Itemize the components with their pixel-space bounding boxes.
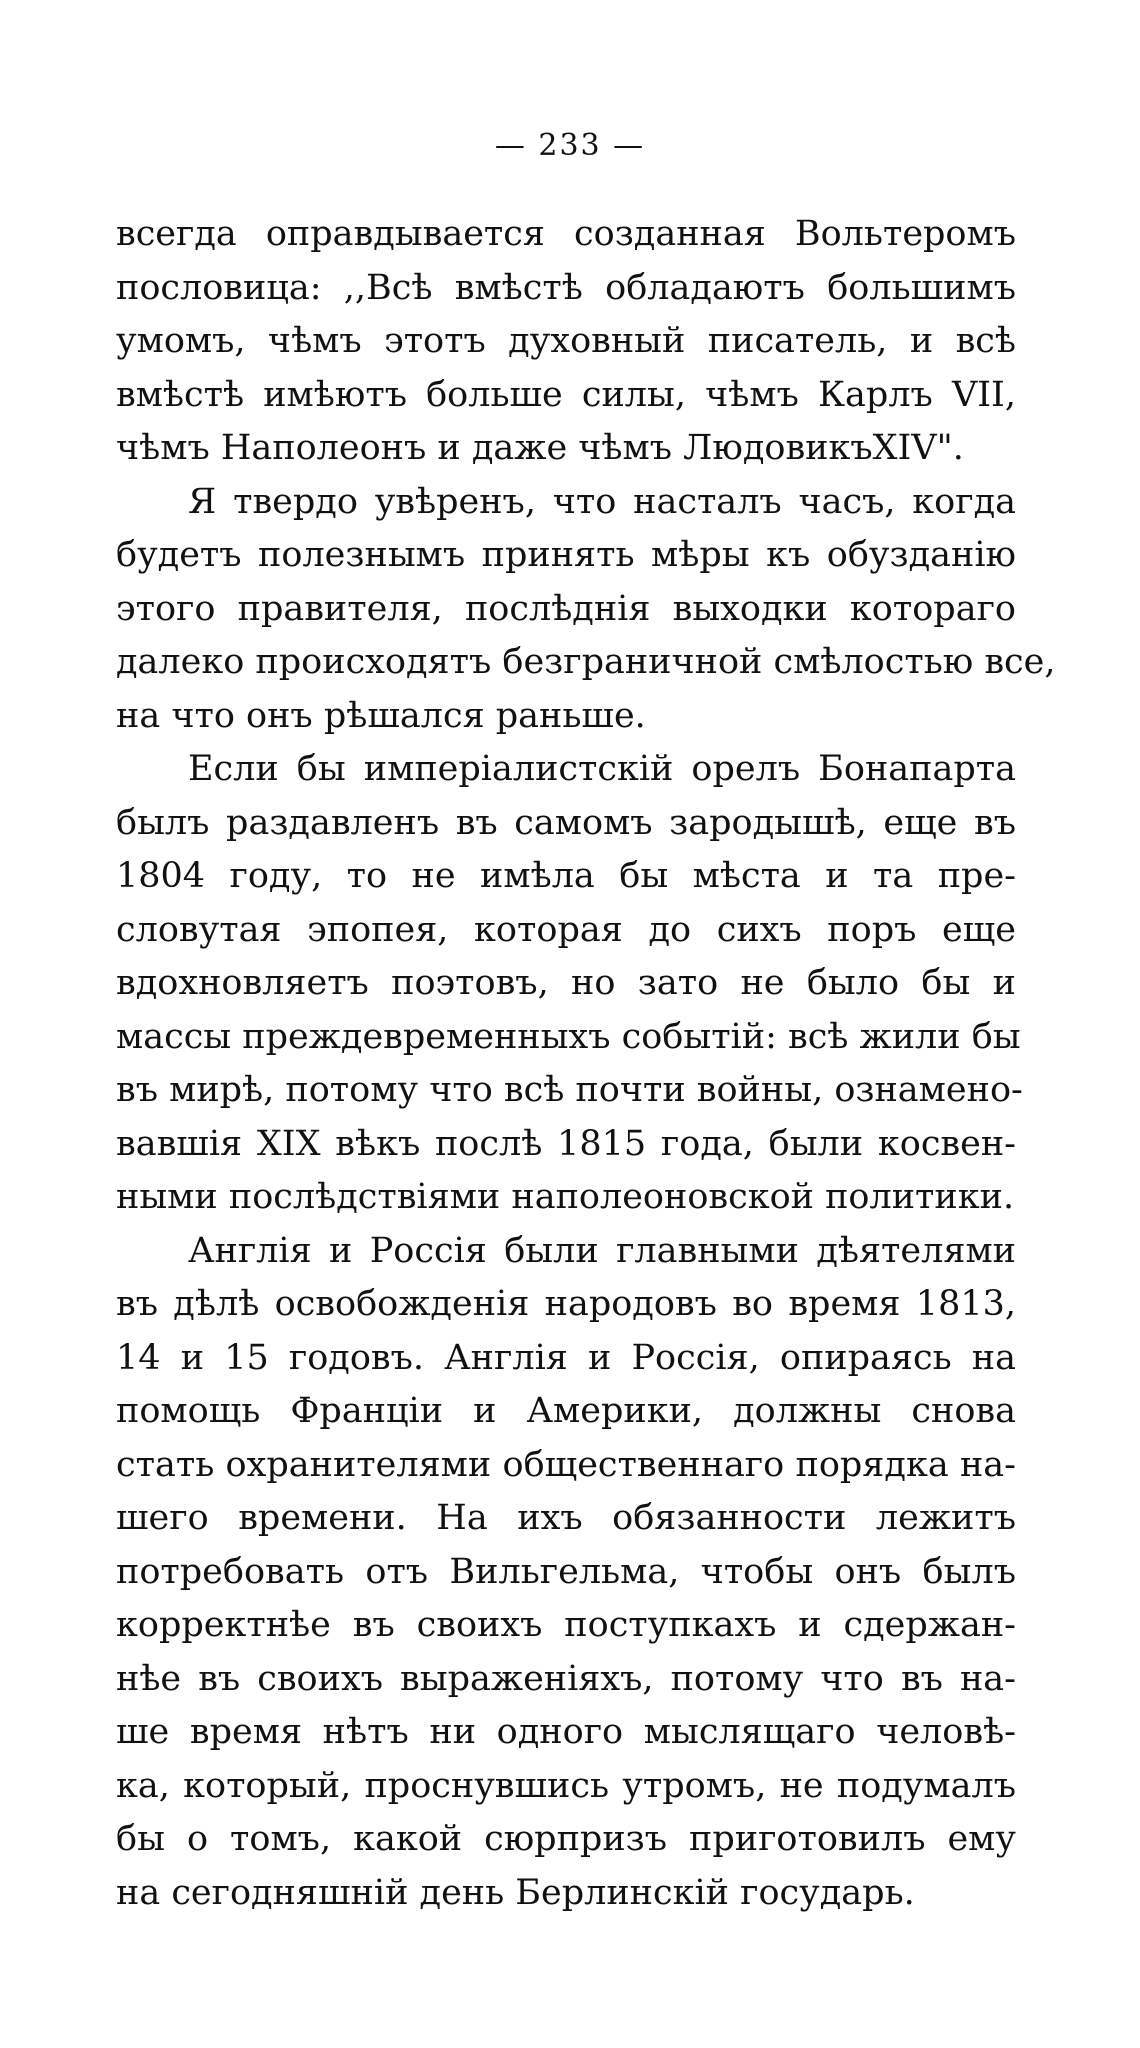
text-line: этого правителя, послѣднія выходки котораго bbox=[116, 588, 1016, 629]
paragraph-1 bbox=[116, 208, 1016, 476]
text-line: Я твердо увѣренъ, что насталъ часъ, когда bbox=[188, 481, 1016, 522]
text-line: на сегодняшній день Берлинскій государь. bbox=[116, 1872, 915, 1913]
text-line: корректнѣе въ своихъ поступкахъ и сдержан- bbox=[116, 1605, 1016, 1645]
text-line: Англія и Россія были главными дѣятелями bbox=[188, 1230, 1016, 1271]
text-line: массы преждевременныхъ событій: всѣ жили бы bbox=[116, 1016, 1021, 1057]
text-line: въ дѣлѣ освобожденія народовъ во время 1813, bbox=[116, 1284, 1016, 1324]
text-line: вавшія XIX вѣкъ послѣ 1815 года, были косвен- bbox=[116, 1123, 1016, 1164]
text-line: бы о томъ, какой сюрпризъ приготовилъ ему bbox=[116, 1819, 1016, 1859]
text-line: 1804 году, то не имѣла бы мѣста и та пре- bbox=[116, 856, 1016, 896]
text-line: ше время нѣтъ ни одного мыслящаго человѣ- bbox=[116, 1712, 1016, 1752]
text-line: нѣе въ своихъ выраженіяхъ, потому что въ на- bbox=[116, 1658, 1016, 1699]
text-line: ными послѣдствіями наполеоновской политики. bbox=[116, 1177, 1015, 1217]
text-line: умомъ, чѣмъ этотъ духовный писатель, и всѣ bbox=[116, 321, 1016, 361]
text-line: стать охранителями общественнаго порядка на- bbox=[116, 1444, 1016, 1485]
text-line: Если бы имперіалистскій орелъ Бонапарта bbox=[188, 749, 1016, 789]
paragraph-2 bbox=[116, 476, 1056, 744]
paragraph-4 bbox=[116, 1225, 1016, 1921]
text-line: словутая эпопея, которая до сихъ поръ еще bbox=[116, 909, 1016, 950]
text-line: будетъ полезнымъ принять мѣры къ обузданію bbox=[116, 535, 1016, 575]
paragraph-3 bbox=[116, 743, 1023, 1225]
text-line: далеко происходятъ безграничной смѣлостью все, bbox=[116, 642, 1056, 682]
text-line: на что онъ рѣшался раньше. bbox=[116, 695, 646, 736]
text-line: потребовать отъ Вильгельма, чтобы онъ былъ bbox=[116, 1551, 1016, 1592]
text-line: всегда оправдывается созданная Вольтеромъ bbox=[116, 214, 1016, 254]
text-line: въ мирѣ, потому что всѣ почти войны, ознамено- bbox=[116, 1070, 1023, 1110]
text-line: былъ раздавленъ въ самомъ зародышѣ, еще въ bbox=[116, 802, 1016, 843]
text-line: вдохновляетъ поэтовъ, но зато не было бы и bbox=[116, 963, 1016, 1003]
text-line: 14 и 15 годовъ. Англія и Россія, опираясь на bbox=[116, 1337, 1016, 1378]
text-line: помощь Франціи и Америки, должны снова bbox=[116, 1391, 1016, 1431]
text-line: вмѣстѣ имѣютъ больше силы, чѣмъ Карлъ VII, bbox=[116, 374, 1016, 415]
page-number: — 233 — bbox=[494, 128, 646, 163]
text-line: шего времени. На ихъ обязанности лежитъ bbox=[116, 1498, 1016, 1538]
text-line: пословица: ,,Всѣ вмѣстѣ обладаютъ большимъ bbox=[116, 267, 1016, 308]
text-line: ка, который, проснувшись утромъ, не подумалъ bbox=[116, 1765, 1016, 1806]
text-line: чѣмъ Наполеонъ и даже чѣмъ ЛюдовикъXIV". bbox=[116, 428, 964, 468]
body-text bbox=[116, 208, 1056, 1920]
